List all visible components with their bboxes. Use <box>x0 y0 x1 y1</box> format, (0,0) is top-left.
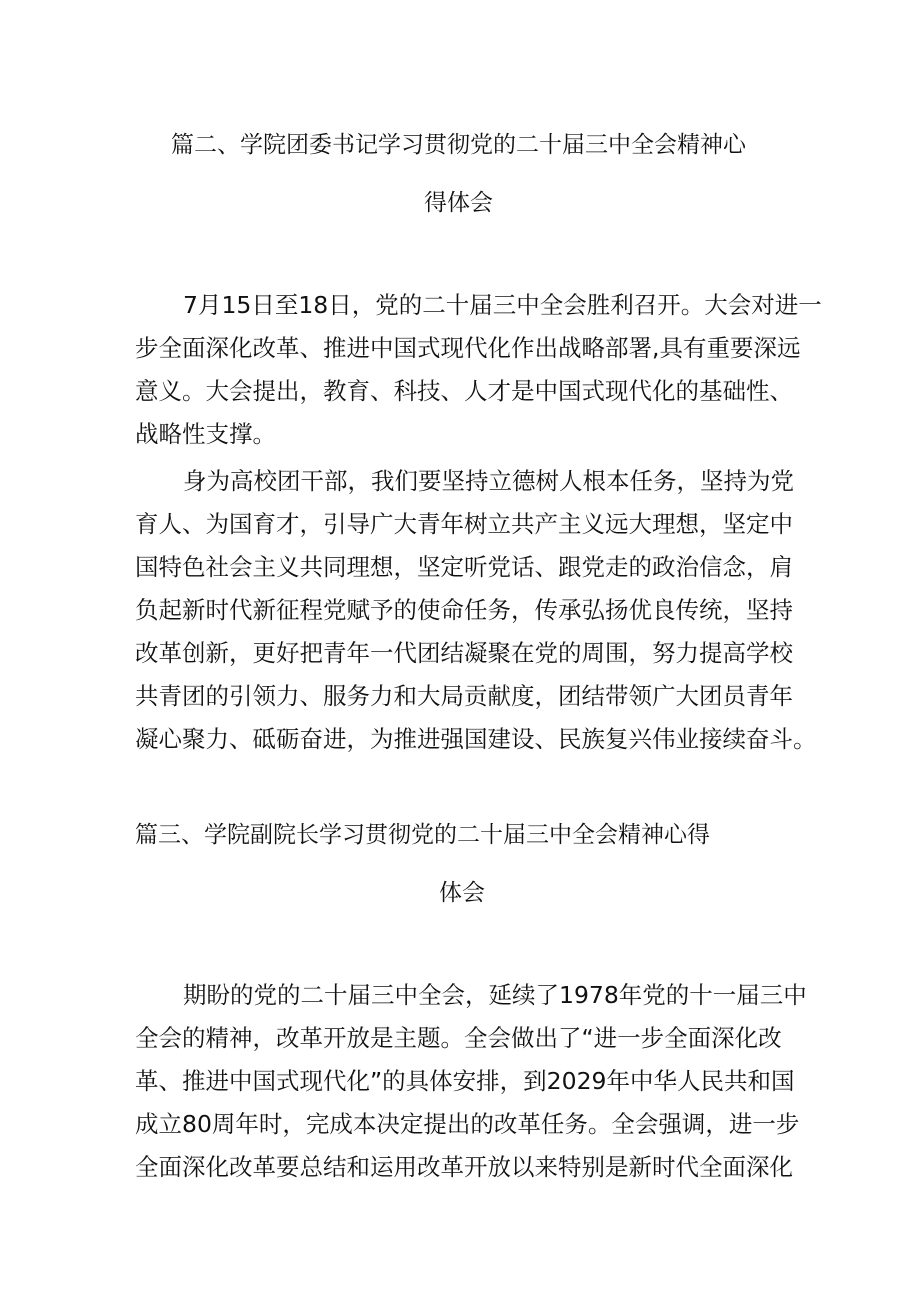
section3-para1-line: 全会的精神，改革开放是主题。全会做出了“进一步全面深化改 <box>135 1024 782 1052</box>
section3-title-line2: 体会 <box>439 880 485 906</box>
section3-para1-line: 全面深化改革要总结和运用改革开放以来特别是新时代全面深化 <box>135 1153 793 1181</box>
section2-para2-line: 负起新时代新征程党赋予的使命任务，传承弘扬优良传统，坚持 <box>135 596 793 624</box>
section2-title-line2: 得体会 <box>424 190 493 216</box>
section2-para2-line: 育人、为国育才，引导广大青年树立共产主义远大理想，坚定中 <box>135 510 793 538</box>
section2-para1-line: 7月15日至18日，党的二十届三中全会胜利召开。大会对进一 <box>183 291 822 319</box>
section2-para1-line: 步全面深化改革、推进中国式现代化作出战略部署,具有重要深远 <box>135 334 801 362</box>
section3-para1-line: 期盼的党的二十届三中全会，延续了1978年党的十一届三中 <box>183 981 807 1009</box>
section2-para2-line: 改革创新，更好把青年一代团结凝聚在党的周围，努力提高学校 <box>135 639 793 667</box>
section2-para1-line: 意义。大会提出，教育、科技、人才是中国式现代化的基础性、 <box>135 377 793 405</box>
section2-para2-line: 国特色社会主义共同理想，坚定听党话、跟党走的政治信念，肩 <box>135 553 793 581</box>
section2-title-line1: 篇二、学院团委书记学习贯彻党的二十届三中全会精神心 <box>171 132 746 158</box>
section3-title-line1: 篇三、学院副院长学习贯彻党的二十届三中全会精神心得 <box>135 822 710 848</box>
section2-para2-line: 身为高校团干部，我们要坚持立德树人根本任务，坚持为党 <box>183 467 794 495</box>
section2-para2-line: 凝心聚力、砥砺奋进，为推进强国建设、民族复兴伟业接续奋斗。 <box>135 725 817 753</box>
section2-para1-line: 战略性支撑。 <box>135 420 276 448</box>
section2-para2-line: 共青团的引领力、服务力和大局贡献度，团结带领广大团员青年 <box>135 682 793 710</box>
section3-para1-line: 成立80周年时，完成本决定提出的改革任务。全会强调，进一步 <box>135 1110 800 1138</box>
section3-para1-line: 革、推进中国式现代化”的具体安排，到2029年中华人民共和国 <box>135 1067 795 1095</box>
